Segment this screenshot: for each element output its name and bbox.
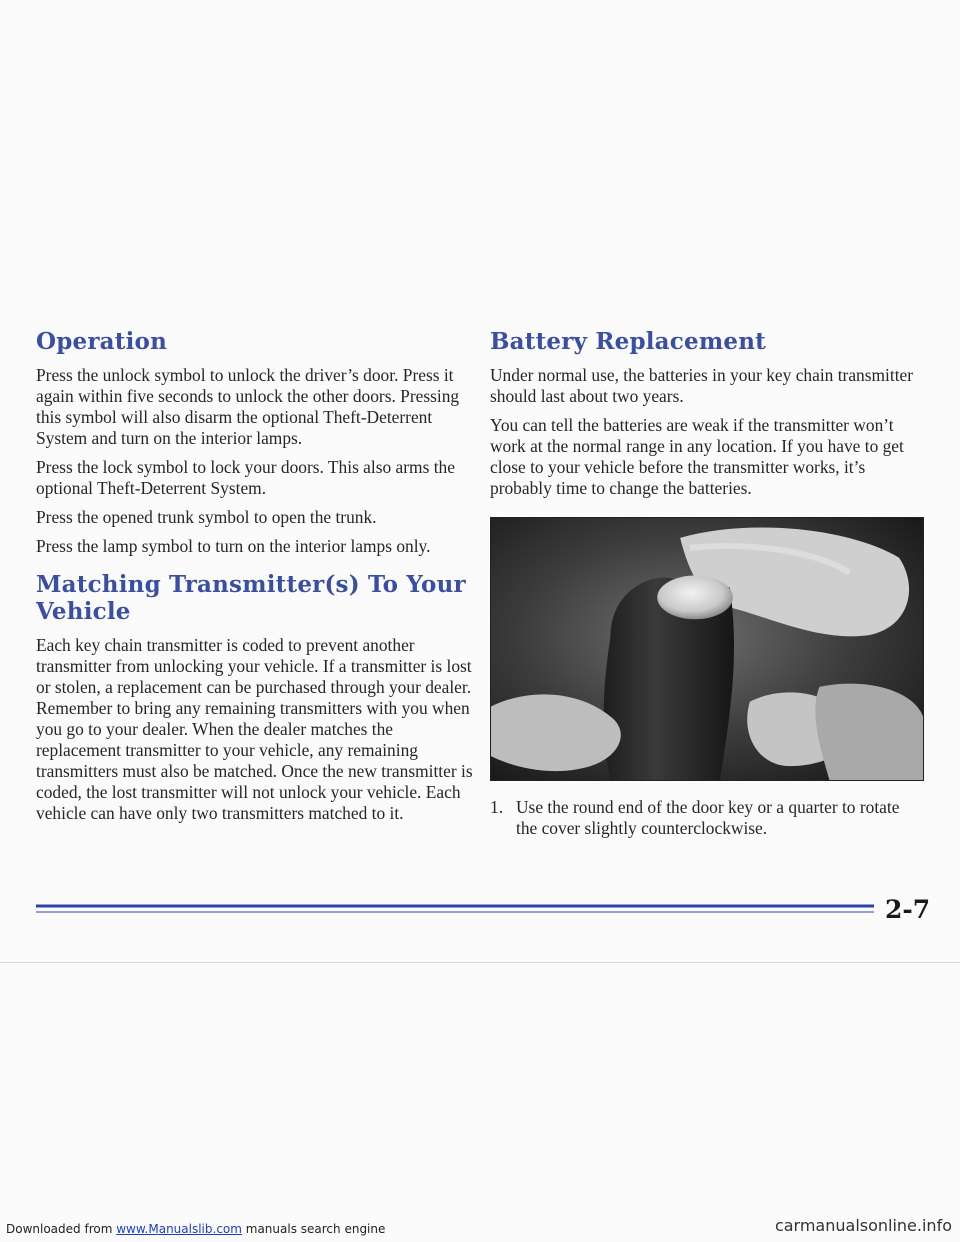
download-footer	[6, 1222, 385, 1236]
battery-paragraph-1: Under normal use, the batteries in your key chain transmitter should last about two years.	[490, 365, 914, 406]
operation-paragraph-3: Press the opened trunk symbol to open the trunk.	[36, 507, 377, 527]
page-rule	[36, 900, 874, 920]
matching-heading: Matching Transmitter(s) To Your Vehicle	[36, 571, 466, 625]
page-edge-line	[0, 962, 960, 963]
step-1	[490, 797, 924, 839]
battery-cover-photo	[490, 517, 924, 781]
battery-paragraph-2: You can tell the batteries are weak if the transmitter won’t work at the normal range in any location. If you have to get close to your vehicle before the transmitter works, it’s probably time to change the batteries.	[490, 415, 904, 498]
watermark: carmanualsonline.info	[774, 1216, 952, 1235]
operation-heading: Operation	[36, 328, 167, 355]
operation-paragraph-4: Press the lamp symbol to turn on the interior lamps only.	[36, 536, 431, 556]
step-text: Use the round end of the door key or a quarter to rotate the cover slightly counterclockwise.	[516, 797, 900, 838]
matching-paragraph: Each key chain transmitter is coded to prevent another transmitter from unlocking your vehicle. If a transmitter is lost or stolen, a replacement can be purchased through your dealer. Remember to bring any remaining transmitters with you when you go to your dealer. When the dealer matches the replacement transmitter to your vehicle, any remaining transmitters must also be matched. Once the new transmitter is coded, the lost transmitter will not unlock your vehicle. Each vehicle can have only two transmitters matched to it.	[36, 635, 473, 823]
operation-paragraph-2: Press the lock symbol to lock your doors. This also arms the optional Theft-Deterrent System.	[36, 457, 455, 498]
left-column	[36, 328, 476, 832]
footer-suffix: manuals search engine	[241, 1222, 386, 1236]
step-number: 1.	[490, 797, 504, 817]
page-number: 2-7	[885, 895, 931, 924]
right-column	[490, 328, 924, 839]
operation-paragraph-1: Press the unlock symbol to unlock the driver’s door. Press it again within five seconds to unlock the other doors. Pressing this symbol will also disarm the optional Theft-Deterrent System and turn on the interior lamps.	[36, 365, 460, 448]
manualslib-link[interactable]: www.Manualslib.com	[116, 1222, 242, 1236]
battery-heading: Battery Replacement	[490, 328, 766, 355]
footer-prefix: Downloaded from	[6, 1222, 117, 1236]
